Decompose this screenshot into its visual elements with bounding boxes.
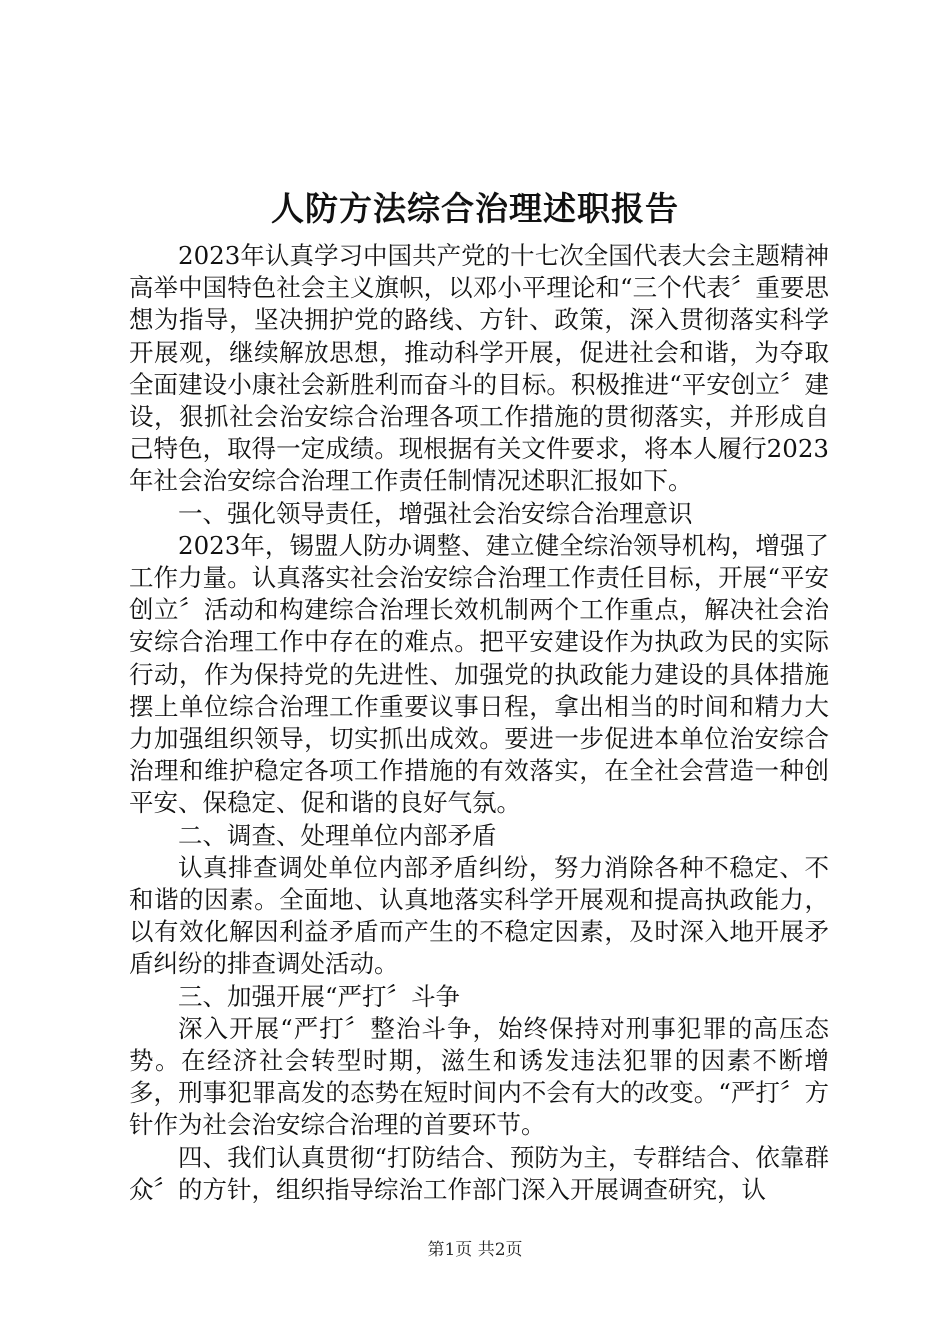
- paragraph-intro: 2023年认真学习中国共产党的十七次全国代表大会主题精神高举中国特色社会主义旗帜，以邓小平理论和“三个代表〞重要思想为指导，坚决拥护党的路线、方针、政策，深入贯彻落实科学开展观，继续解放思想，推动科学开展，促进社会和谐，为夺取全面建设小康社会新胜利而奋斗的目标。积极推进“平安创立〞建设，狠抓社会治安综合治理各项工作措施的贯彻落实，并形成自己特色，取得一定成绩。现根据有关文件要求，将本人履行2023年社会治安综合治理工作责任制情况述职汇报如下。: [129, 241, 829, 496]
- section-heading-3: 三、加强开展“严打〞斗争: [178, 981, 461, 1011]
- paragraph-section-3: 深入开展“严打〞整治斗争，始终保持对刑事犯罪的高压态势。在经济社会转型时期，滋生和诱发违法犯罪的因素不断增多，刑事犯罪高发的态势在短时间内不会有大的改变。“严打〞方针作为社会治安综合治理的首要环节。: [129, 1013, 829, 1140]
- document-body: [129, 240, 829, 1206]
- paragraph-section-2: 认真排查调处单位内部矛盾纠纷，努力消除各种不稳定、不和谐的因素。全面地、认真地落实科学开展观和提高执政能力，以有效化解因利益矛盾而产生的不稳定因素，及时深入地开展矛盾纠纷的排查调处活动。: [129, 852, 829, 979]
- section-heading-1: 一、强化领导责任，增强社会治安综合治理意识: [178, 498, 693, 528]
- paragraph-section-4: 四、我们认真贯彻“打防结合、预防为主，专群结合、依靠群众〞的方针，组织指导综治工作部门深入开展调查研究，认: [129, 1142, 829, 1204]
- page-footer: 第1页 共2页: [427, 1240, 523, 1260]
- document-title: 人防方法综合治理述职报告: [271, 189, 679, 228]
- paragraph-section-1: 2023年，锡盟人防办调整、建立健全综治领导机构，增强了工作力量。认真落实社会治安综合治理工作责任目标，开展“平安创立〞活动和构建综合治理长效机制两个工作重点，解决社会治安综合治理工作中存在的难点。把平安建设作为执政为民的实际行动，作为保持党的先进性、加强党的执政能力建设的具体措施摆上单位综合治理工作重要议事日程，拿出相当的时间和精力大力加强组织领导，切实抓出成效。要进一步促进本单位治安综合治理和维护稳定各项工作措施的有效落实，在全社会营造一种创平安、保稳定、促和谐的良好气氛。: [129, 530, 829, 818]
- section-heading-2: 二、调查、处理单位内部矛盾: [178, 820, 497, 850]
